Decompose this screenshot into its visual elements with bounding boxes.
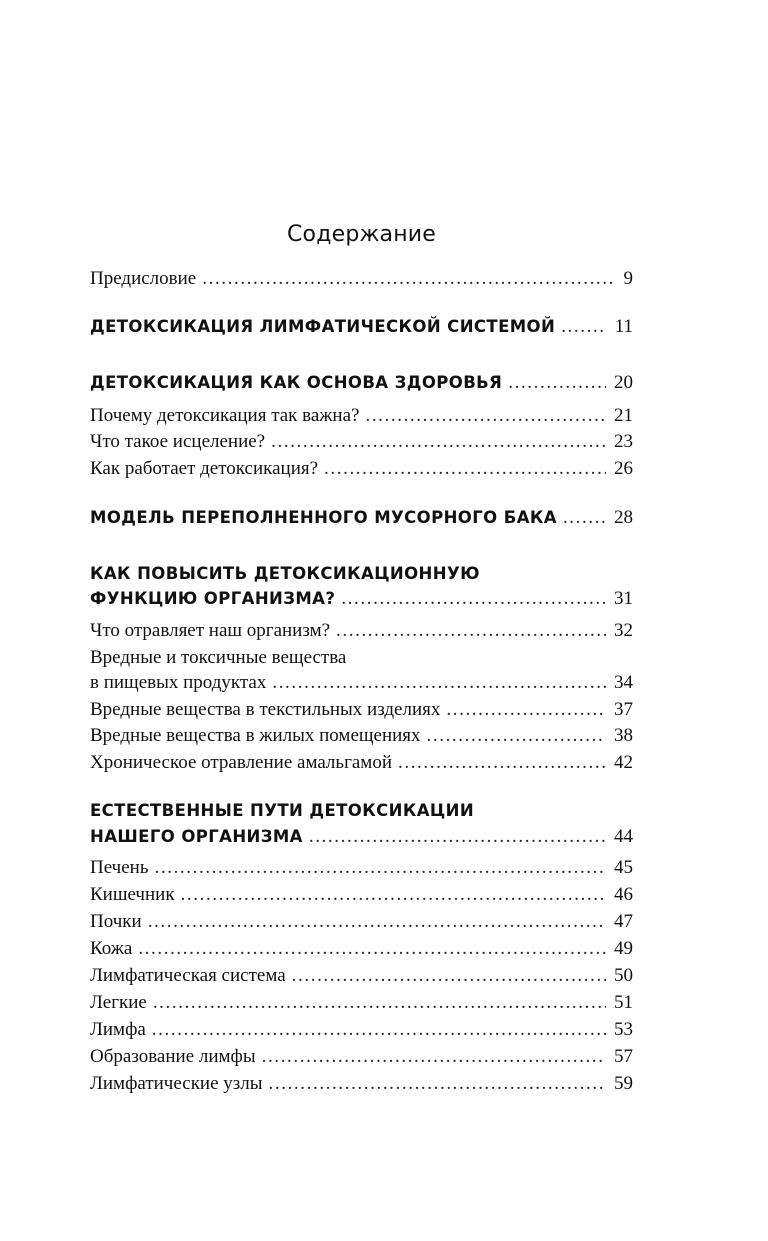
toc-entry-page: 9 bbox=[623, 268, 633, 289]
toc-leader bbox=[155, 857, 606, 879]
toc-leader bbox=[181, 884, 606, 906]
toc-entry-page: 34 bbox=[614, 672, 633, 693]
toc-leader bbox=[262, 1046, 606, 1068]
toc-entry bbox=[90, 1046, 633, 1068]
toc-entry-page: 47 bbox=[614, 911, 633, 932]
toc-entry-page: 42 bbox=[614, 752, 633, 773]
toc-chapter-text: ДЕТОКСИКАЦИЯ КАК ОСНОВА ЗДОРОВЬЯ bbox=[90, 373, 503, 392]
toc-leader bbox=[153, 992, 606, 1014]
toc-entry-page: 37 bbox=[614, 699, 633, 720]
toc-chapter bbox=[90, 507, 633, 529]
toc-entry-text: Кишечник bbox=[90, 884, 175, 905]
toc-entry-text: Что отравляет наш организм? bbox=[90, 620, 331, 641]
toc-entry-page: 32 bbox=[614, 620, 633, 641]
toc-page bbox=[90, 0, 633, 1241]
toc-entry-text: Почему детоксикация так важна? bbox=[90, 405, 360, 426]
toc-entry bbox=[90, 752, 633, 774]
toc-chapter-text: НАШЕГО ОРГАНИЗМА bbox=[90, 827, 303, 846]
toc-leader bbox=[202, 268, 615, 290]
toc-leader bbox=[561, 316, 607, 338]
toc-leader bbox=[309, 826, 606, 848]
toc-chapter-text: МОДЕЛЬ ПЕРЕПОЛНЕННОГО МУСОРНОГО БАКА bbox=[90, 508, 557, 527]
toc-entry bbox=[90, 938, 633, 960]
toc-entry-text: Предисловие bbox=[90, 268, 197, 289]
toc-leader bbox=[148, 911, 606, 933]
toc-leader bbox=[398, 752, 606, 774]
toc-leader bbox=[324, 458, 606, 480]
toc-entry bbox=[90, 725, 633, 747]
toc-chapter-page: 11 bbox=[614, 316, 633, 337]
toc-chapter-page: 20 bbox=[614, 372, 633, 393]
toc-entry-page: 49 bbox=[614, 938, 633, 959]
toc-leader bbox=[563, 507, 606, 529]
toc-entry bbox=[90, 268, 633, 290]
toc-entry-page: 59 bbox=[614, 1073, 633, 1094]
toc-entry-text: Лимфатические узлы bbox=[90, 1073, 263, 1094]
toc-entry bbox=[90, 884, 633, 906]
toc-entry-text: в пищевых продуктах bbox=[90, 672, 267, 693]
toc-entry bbox=[90, 672, 633, 694]
toc-entry-page: 23 bbox=[614, 431, 633, 452]
toc-leader bbox=[152, 1019, 606, 1041]
toc-entry-page: 50 bbox=[614, 965, 633, 986]
toc-leader bbox=[446, 699, 606, 721]
toc-entry bbox=[90, 857, 633, 879]
toc-entry-page: 51 bbox=[614, 992, 633, 1013]
toc-entry-text: Почки bbox=[90, 911, 142, 932]
toc-entry-text: Образование лимфы bbox=[90, 1046, 256, 1067]
toc-leader bbox=[341, 588, 606, 610]
toc-entry-text: Лимфа bbox=[90, 1019, 146, 1040]
toc-chapter-text: ДЕТОКСИКАЦИЯ ЛИМФАТИЧЕСКОЙ СИСТЕМОЙ bbox=[90, 317, 556, 336]
toc-entry-page: 21 bbox=[614, 405, 633, 426]
toc-entry-text: Легкие bbox=[90, 992, 147, 1013]
toc-entry bbox=[90, 1073, 633, 1095]
toc-leader bbox=[365, 405, 606, 427]
toc-leader bbox=[292, 965, 606, 987]
toc-entry-text: Вредные вещества в жилых помещениях bbox=[90, 725, 421, 746]
toc-entry bbox=[90, 1019, 633, 1041]
toc-chapter-text: ФУНКЦИЮ ОРГАНИЗМА? bbox=[90, 589, 336, 608]
toc-chapter bbox=[90, 588, 633, 610]
toc-chapter-page: 28 bbox=[614, 507, 633, 528]
toc-entry bbox=[90, 431, 633, 453]
toc-chapter-page: 44 bbox=[614, 826, 633, 847]
toc-entry-page: 57 bbox=[614, 1046, 633, 1067]
toc-entry bbox=[90, 699, 633, 721]
toc-leader bbox=[269, 1073, 606, 1095]
toc-leader bbox=[271, 431, 606, 453]
toc-entry-page: 53 bbox=[614, 1019, 633, 1040]
toc-entry-page: 38 bbox=[614, 725, 633, 746]
toc-entry-text: Хроническое отравление амальгамой bbox=[90, 752, 392, 773]
toc-leader bbox=[508, 372, 606, 394]
toc-entry-text: Как работает детоксикация? bbox=[90, 458, 319, 479]
toc-entry-text: Печень bbox=[90, 857, 149, 878]
toc-entry-text: Вредные вещества в текстильных изделиях bbox=[90, 699, 441, 720]
toc-entry bbox=[90, 911, 633, 933]
toc-chapter-first-line: КАК ПОВЫСИТЬ ДЕТОКСИКАЦИОННУЮ bbox=[90, 564, 480, 583]
toc-entry-page: 46 bbox=[614, 884, 633, 905]
toc-chapter-first-line: ЕСТЕСТВЕННЫЕ ПУТИ ДЕТОКСИКАЦИИ bbox=[90, 801, 475, 820]
toc-chapter bbox=[90, 372, 633, 394]
toc-leader bbox=[427, 725, 606, 747]
toc-chapter-page: 31 bbox=[614, 588, 633, 609]
toc-entry bbox=[90, 965, 633, 987]
toc-entry bbox=[90, 992, 633, 1014]
toc-chapter bbox=[90, 316, 633, 338]
toc-entry bbox=[90, 405, 633, 427]
toc-leader bbox=[272, 672, 606, 694]
toc-entry-first-line: Вредные и токсичные вещества bbox=[90, 647, 347, 668]
toc-entry-page: 45 bbox=[614, 857, 633, 878]
toc-entry-text: Кожа bbox=[90, 938, 133, 959]
toc-entry-text: Лимфатическая система bbox=[90, 965, 286, 986]
toc-leader bbox=[336, 620, 606, 642]
toc-entry-page: 26 bbox=[614, 458, 633, 479]
toc-entry bbox=[90, 458, 633, 480]
toc-entry bbox=[90, 620, 633, 642]
toc-leader bbox=[138, 938, 606, 960]
toc-chapter bbox=[90, 826, 633, 848]
toc-entry-text: Что такое исцеление? bbox=[90, 431, 266, 452]
page-title: Содержание bbox=[286, 222, 437, 247]
